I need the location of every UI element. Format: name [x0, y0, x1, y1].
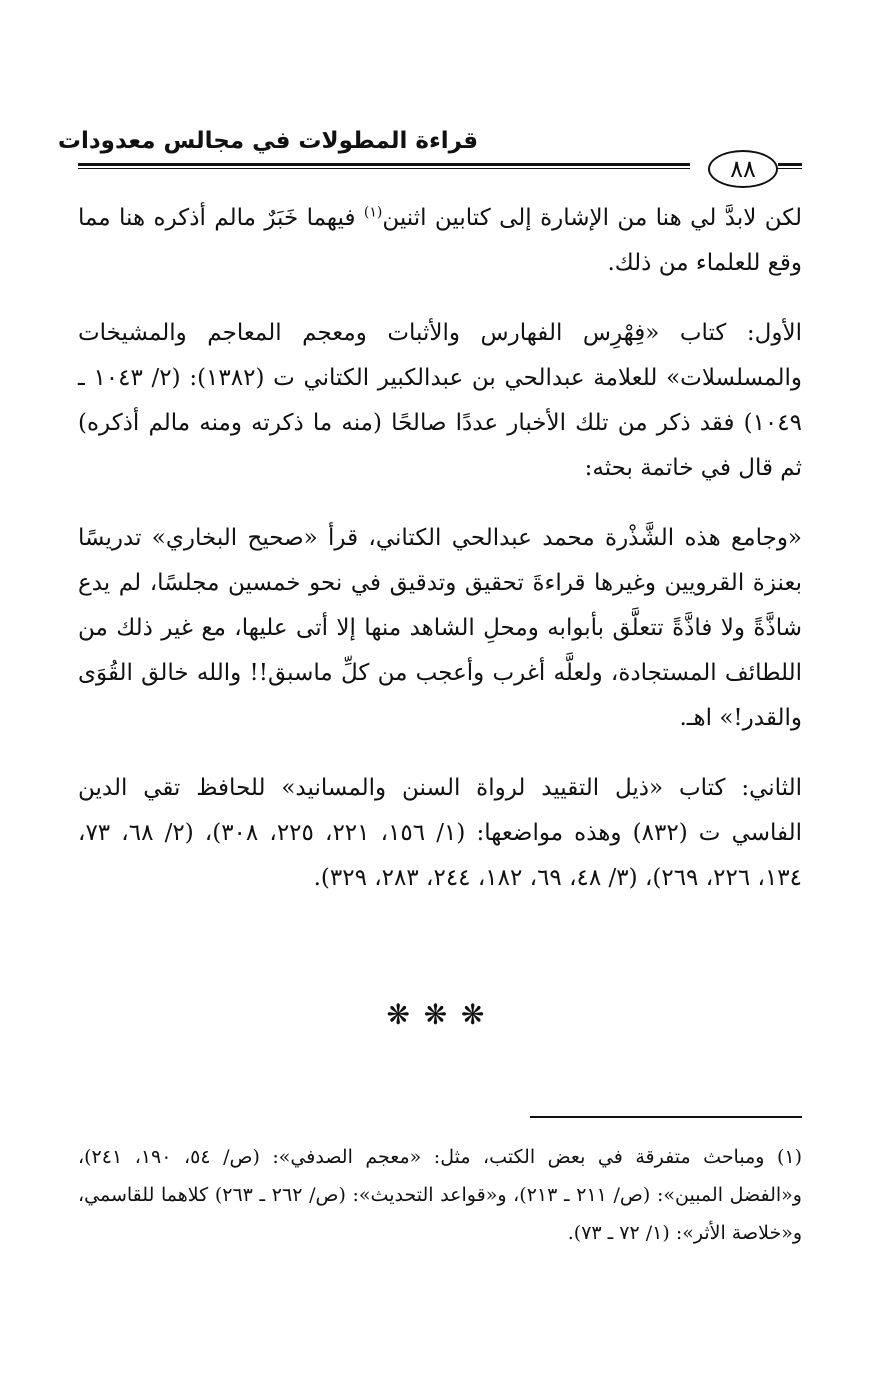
- running-title: قراءة المطولات في مجالس معدودات: [57, 128, 478, 154]
- header-rule-thin: [78, 168, 690, 169]
- footnote-rule: [530, 1116, 802, 1118]
- running-header: [57, 126, 802, 196]
- footnotes: [78, 1138, 802, 1252]
- paragraph-quote: «وجامع هذه الشَّذْرة محمد عبدالحي الكتاني، قرأ «صحيح البخاري» تدريسًا بعنزة القرويين وغيرها قراءةَ تحقيق وتدقيق في نحو خمسين مجلسًا، لم يدع شاذَّةً ولا فاذَّةً تتعلَّق بأبوابه ومحلِ الشاهد منها إلا أتى عليها، مع غير ذلك من اللطائف المستجادة، ولعلَّه أغرب وأعجب من كلِّ ماسبق!! والله خالق القُوَى والقدر!» اهـ.: [78, 525, 802, 731]
- footnote-reference[interactable]: (١): [363, 204, 383, 221]
- paragraph-second-book: الثاني: كتاب «ذيل التقييد لرواة السنن والمسانيد» للحافظ تقي الدين الفاسي ت (٨٣٢) وهذه مواضعها: (١/ ١٥٦، ٢٢١، ٢٢٥، ٣٠٨)، (٢/ ٦٨، ٧٣، ١٣٤، ٢٢٦، ٢٦٩)، (٣/ ٤٨، ٦٩، ١٨٢، ٢٤٤، ٢٨٣، ٣٢٩).: [78, 775, 803, 891]
- paragraph-intro-end: فيهما خَبَرٌ مالم أذكره هنا مما وقع للعلماء من ذلك.: [78, 205, 802, 276]
- header-rule-thick: [78, 163, 690, 166]
- paragraph-intro: [78, 196, 802, 286]
- paragraph-intro-start: لكن لابدَّ لي هنا من الإشارة إلى كتابين اثنين: [382, 205, 802, 231]
- page-number-dash-thick: [778, 163, 802, 166]
- paragraph-first-book: الأول: كتاب «فِهْرِس الفهارس والأثبات ومعجم المعاجم والمشيخات والمسلسلات» للعلامة عبدالحي بن عبدالكبير الكتاني ت (١٣٨٢): (٢/ ١٠٤٣ ـ ١٠٤٩) فقد ذكر من تلك الأخبار عددًا صالحًا (منه ما ذكرته ومنه مالم أذكره) ثم قال في خاتمة بحثه:: [78, 320, 802, 481]
- page-number-dash-thin: [778, 168, 802, 169]
- footnote-1: (١) ومباحث متفرقة في بعض الكتب، مثل: «معجم الصدفي»: (ص/ ٥٤، ١٩٠، ٢٤١)، و«الفضل المبين»: (ص/ ٢١١ ـ ٢١٣)، و«قواعد التحديث»: (ص/ ٢٦٢ ـ ٢٦٣) كلاهما للقاسمي، و«خلاصة الأثر»: (١/ ٧٢ ـ ٧٣).: [78, 1146, 803, 1244]
- main-text: [78, 196, 802, 926]
- page-number: ٨٨: [708, 150, 778, 188]
- section-separator: ❋ ❋ ❋: [386, 998, 487, 1031]
